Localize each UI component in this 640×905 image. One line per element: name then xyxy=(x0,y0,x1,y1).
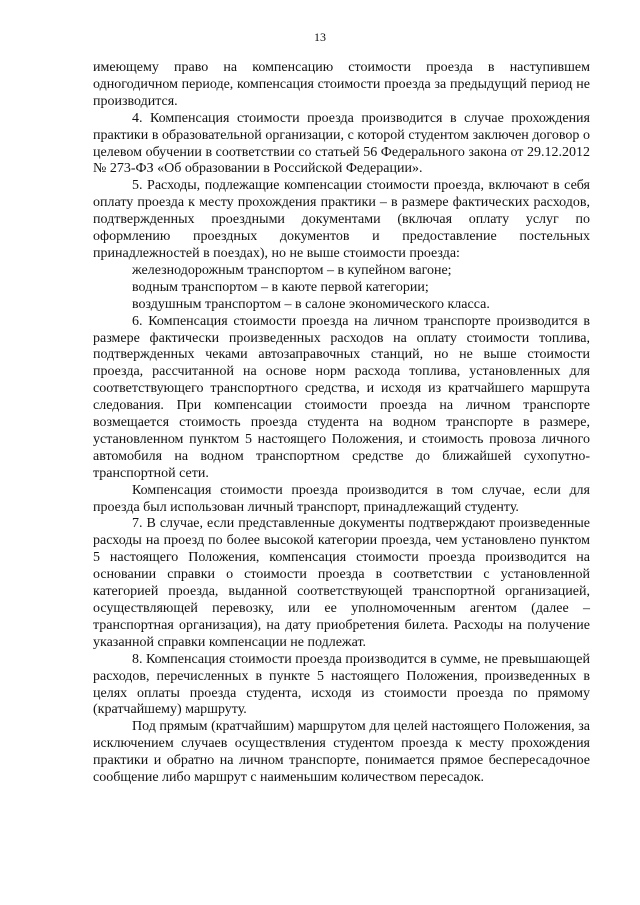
paragraph-item-8: 8. Компенсация стоимости проезда производится в сумме, не превышающей расходов, перечисленных в пункте 5 настоящего Положения, произведенных в целях оплаты проезда студента, исходя из стоимости проезда по прямому (кратчайшему) маршруту. xyxy=(93,651,590,718)
list-item-water: водным транспортом – в каюте первой категории; xyxy=(132,279,429,295)
page-number: 13 xyxy=(314,30,326,44)
document-body xyxy=(93,60,590,787)
paragraph-personal-transport: Компенсация стоимости проезда производится в том случае, если для проезда был использован личный транспорт, принадлежащий студенту. xyxy=(93,482,590,515)
paragraph-item-6: 6. Компенсация стоимости проезда на личном транспорте производится в размере фактически произведенных расходов на оплату стоимости топлива, подтвержденных чеками автозаправочных станций, но не выше стоимости проезда, рассчитанной на основе норм расхода топлива, установленных для соответствующего транспортного средства, и исходя из кратчайшего маршрута следования. При компенсации стоимости проезда на личном транспорте возмещается стоимость проезда студента на водном транспорте в размере, установленном пунктом 5 настоящего Положения, и стоимость провоза личного автомобиля на водном транспортном средстве до ближайшей сухопутно-транспортной сети. xyxy=(93,313,590,481)
paragraph-item-7: 7. В случае, если представленные документы подтверждают произведенные расходы на проезд по более высокой категории проезда, чем установлено пунктом 5 настоящего Положения, компенсация стоимости проезда производится на основании справки о стоимости проезда в соответствии с установленной категорией проезда, выданной соответствующей транспортной организацией, осуществляющей перевозку, или ее уполномоченным агентом (далее – транспортная организация), на дату приобретения билета. Расходы на получение указанной справки компенсации не подлежат. xyxy=(93,516,590,650)
paragraph-item-4: 4. Компенсация стоимости проезда производится в случае прохождения практики в образовательной организации, с которой студентом заключен договор о целевом обучении в соответствии со статьей 56 Федерального закона от 29.12.2012 № 273-ФЗ «Об образовании в Российской Федерации». xyxy=(93,110,590,177)
paragraph-item-5: 5. Расходы, подлежащие компенсации стоимости проезда, включают в себя оплату проезда к месту прохождения практики – в размере фактических расходов, подтвержденных проездными документами (включая оплату услуг по оформлению проездных документов и предоставление постельных принадлежностей в поездах), но не выше стоимости проезда: xyxy=(93,178,590,261)
list-item-air: воздушным транспортом – в салоне экономического класса. xyxy=(132,296,490,312)
paragraph-continuation: имеющему право на компенсацию стоимости проезда в наступившем одногодичном периоде, компенсация стоимости проезда за предыдущий период не производится. xyxy=(93,60,590,109)
paragraph-direct-route: Под прямым (кратчайшим) маршрутом для целей настоящего Положения, за исключением случаев осуществления студентом проезда к месту прохождения практики и обратно на личном транспорте, понимается прямое беспересадочное сообщение либо маршрут с наименьшим количеством пересадок. xyxy=(93,719,590,786)
list-item-rail: железнодорожным транспортом – в купейном вагоне; xyxy=(132,262,452,278)
